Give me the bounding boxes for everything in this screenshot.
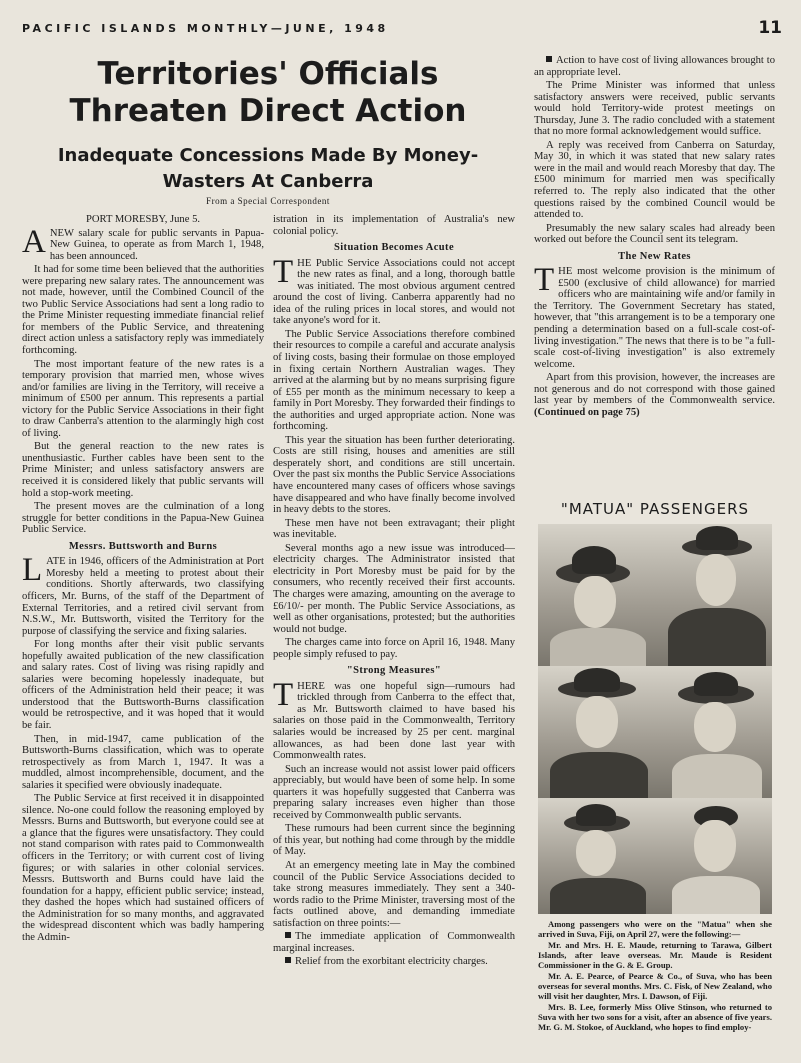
- paragraph: Several months ago a new issue was introduced—electricity charges. The Administrator insisted that electricity in Port Moresby must be paid for by the consumers, who recently received their first accounts. The charges were amazing, amounting on the average to £6/10/- per month. The Public Service Associations, as well as other organisations, protested; but the authorities would not budge.: [273, 542, 515, 635]
- paragraph: [22, 552, 264, 637]
- article-column-2: [273, 214, 515, 1060]
- drop-cap: L: [22, 552, 43, 589]
- paragraph: [534, 372, 775, 418]
- paragraph-text: Apart from this provision, however, the increases are not generous and do not correspond with those gained last year by members of the Commonwealth service.: [534, 372, 775, 407]
- paragraph: Presumably the new salary scales had already been worked out before the Council sent its telegram.: [534, 222, 775, 246]
- paragraph: The Prime Minister was informed that unless satisfactory answers were received, public servants would hold Territory-wide protest meetings on Thursday, June 3. The radio concluded with a statement that no more formal acknowledgement would suffice.: [534, 80, 775, 138]
- passenger-photo: [658, 524, 772, 666]
- drop-cap: T: [273, 676, 294, 713]
- drop-cap: T: [534, 262, 555, 299]
- bullet-icon: [546, 56, 552, 62]
- paragraph: A reply was received from Canberra on Saturday, May 30, in which it was stated that new salary rates were in the mail and would reach Moresby that day. The £500 minimum for married men was specifically referred to. The reply also indicated that the other questions raised by the combined Council would be attended to.: [534, 139, 775, 221]
- bullet-point: [273, 956, 515, 968]
- paragraph: The most important feature of the new rates is a temporary provision that married men, whose wives and/or families are living in the Territory, will receive a minimum of £500 per annum. This represents a partial victory for the Public Service Associations in their fight to draw Canberra's attention to the alarmingly high cost of living.: [22, 358, 264, 439]
- passenger-photo: [538, 798, 658, 914]
- bullet-text: Action to have cost of living allowances brought to an appropriate level.: [534, 55, 775, 78]
- paragraph: These men have not been extravagant; their plight was inevitable.: [273, 517, 515, 541]
- paragraph-text: HERE was one hopeful sign—rumours had trickled through from Canberra to the effect that, as Mr. Buttsworth claimed to have based his salaries on those paid in the Commonwealth, Territory salaries would be increased by 25 per cent. marginal allowances, as had been done last year with Commonwealth rates.: [273, 680, 515, 762]
- paragraph: Then, in mid-1947, came publication of the Buttsworth-Burns classification, which was to operate retrospectively as from March 1, 1947. It was a muddled, almost incomprehensible, document, and the salaries it specified were obviously inadequate.: [22, 733, 264, 791]
- photo-caption: [538, 919, 772, 1061]
- drop-cap: A: [22, 223, 46, 260]
- drop-cap: T: [273, 253, 294, 290]
- article-byline: From a Special Correspondent: [206, 196, 330, 206]
- paragraph-text: ATE in 1946, officers of the Administration at Port Moresby held a meeting to protest about their conditions. Shortly afterwards, two classifying officers, Mr. Burns, of the staff of the Department of External Territories, and a retired civil servant from N.S.W., Mr. Buttsworth, visited the Territory for the purpose of classifying the service and fixing salaries.: [22, 556, 264, 637]
- continued-note: (Continued on page 75): [534, 406, 640, 418]
- article-column-3: [534, 55, 775, 485]
- running-head-text: PACIFIC ISLANDS MONTHLY—JUNE, 1948: [22, 22, 389, 35]
- paragraph: [273, 676, 515, 762]
- bullet-icon: [285, 957, 291, 963]
- paragraph-text: HE Public Service Associations could not accept the new rates as final, and a long, thorough battle was initiated. The most obvious argument centred around the cost of living. Canberra apparently had no idea of the ruling prices in local stores, and would not take anyone's word for it.: [273, 257, 515, 327]
- subheading: Messrs. Buttsworth and Burns: [68, 540, 218, 552]
- paragraph: The Public Service Associations therefore combined their resources to compile a careful and accurate analysis of living costs, basing their formulae on those employed in fixing certain Northern Australian wages. They arrived at the alarming but by no means surprising figure of £55 per month as the minimum necessary to keep a family in Port Moresby. They forwarded their findings to the authorities and urged appropriate action. None was forthcoming.: [273, 328, 515, 433]
- caption-paragraph: Mr. A. E. Pearce, of Pearce & Co., of Suva, who has been overseas for several months. Mrs. C. Fisk, of New Zealand, who will visit her daughter, Mrs. I. Dawson, of Fiji.: [538, 971, 772, 1001]
- caption-paragraph: Among passengers who were on the "Matua" when she arrived in Suva, Fiji, on April 27, were the following:—: [538, 919, 772, 939]
- bullet-point: [534, 55, 775, 78]
- photo-feature-title: "MATUA" PASSENGERS: [560, 500, 750, 518]
- paragraph: These rumours had been current since the beginning of this year, but nothing had come through by the middle of May.: [273, 823, 515, 858]
- paragraph-text: NEW salary scale for public servants in Papua-New Guinea, to operate as from March 1, 1948, has been announced.: [49, 227, 264, 262]
- paragraph: The present moves are the culmination of a long struggle for better conditions in the Papua-New Guinea Public Service.: [22, 501, 264, 536]
- paragraph: But the general reaction to the new rates is unenthusiastic. Further cables have been sent to the Prime Minister; and unless satisfactory answers are received it is considered likely that public servants will hold a stop-work meeting.: [22, 441, 264, 499]
- passenger-photo: [658, 666, 772, 798]
- bullet-point: [273, 931, 515, 954]
- bullet-text: Relief from the exorbitant electricity charges.: [295, 956, 488, 968]
- bullet-text: The immediate application of Commonwealth marginal increases.: [273, 931, 515, 954]
- passenger-photo: [538, 524, 658, 666]
- paragraph: [22, 223, 264, 263]
- bullet-icon: [285, 932, 291, 938]
- subheading: The New Rates: [618, 250, 691, 262]
- article-column-1: [22, 214, 264, 1060]
- caption-paragraph: Mr. and Mrs. H. E. Maude, returning to Tarawa, Gilbert Islands, after leave overseas. Mr. Maude is Resident Commissioner in the G. & E. Group.: [538, 940, 772, 970]
- paragraph: It had for some time been believed that the authorities were preparing new salary rates. The announcement was not made, however, until the Combined Council of the two Public Service Associations had sent a long radio to the Prime Minister requesting immediate financial relief for members of the Public Service, and threatening direct action unless a satisfactory reply was immediately forthcoming.: [22, 264, 264, 357]
- paragraph: This year the situation has been further deteriorating. Costs are still rising, houses and amenities are still desperately short, and conditions are still uncertain. Over the past six months the Public Service Associations have encountered many cases of officers whose savings have disappeared and who have finally become involved in heavy debts to the stores.: [273, 434, 515, 516]
- caption-paragraph: Mrs. B. Lee, formerly Miss Olive Stinson, who returned to Suva with her two sons for a visit, after an absence of five years. Mr. G. M. Stokoe, of Auckland, who hopes to find employ-: [538, 1002, 772, 1032]
- paragraph: The Public Service at first received it in disappointed silence. No-one could follow the reasoning employed by Messrs. Burns and Buttsworth, but everyone could see at a glance that the figures were unsatisfactory. They could not stand comparison with rates paid to Commonwealth officers in the Territory; or with current cost of living figures; or with salaries in other colonial services. Messrs. Buttsworth and Burns could have laid the foundation for a happy, efficient public service; instead, they dashed the hopes which had sustained officers of the Administration for so many months, and aggravated the widespread discontent which was badly hampering the Admin-: [22, 793, 264, 943]
- running-head: [22, 18, 782, 42]
- passenger-photo: [538, 666, 658, 798]
- page-number: 11: [758, 18, 782, 38]
- paragraph: For long months after their visit public servants hopefully awaited publication of the new classification and salary rates. Cost of living was rising rapidly and salaries were becoming hopelessly inadequate, but officers of the Administration held their peace; it was understood that the Buttsworth-Burns classification would be retrospective, and it was hoped that it would be fair.: [22, 639, 264, 731]
- article-deck: Inadequate Concessions Made By Money-Wasters At Canberra: [57, 145, 479, 192]
- paragraph-text: HE most welcome provision is the minimum of £500 (exclusive of child allowance) for married officers who are maintaining wife and/or family in the Territory. The Government Secretary has stated, however, that "this arrangement is to be a temporary one pending a determination based on a full-scale cost-of-living investigation." The news that there is to be "a full-scale cost-of-living investigation" is also extremely welcome.: [534, 266, 775, 370]
- subheading: "Strong Measures": [346, 665, 442, 677]
- paragraph: At an emergency meeting late in May the combined council of the Public Service Associations decided to take strong measures immediately. They sent a 340-words radio to the Prime Minister, traversing most of the facts outlined above, and demanding immediate satisfaction on three points:—: [273, 859, 515, 929]
- passenger-photo: [658, 798, 772, 914]
- paragraph: [534, 262, 775, 370]
- paragraph: The charges came into force on April 16, 1948. Many people simply refused to pay.: [273, 637, 515, 660]
- dateline: PORT MORESBY, June 5.: [85, 214, 201, 225]
- paragraph: istration in its implementation of Australia's new colonial policy.: [273, 214, 515, 237]
- paragraph: [273, 253, 515, 327]
- subheading: Situation Becomes Acute: [333, 242, 455, 254]
- paragraph: Such an increase would not assist lower paid officers appreciably, but would have been of some help. In some quarters it was hopefully suggested that Canberra was preparing salary increases even higher than those received by Commonwealth public servants.: [273, 763, 515, 821]
- article-headline: Territories' Officials Threaten Direct Action: [69, 56, 467, 129]
